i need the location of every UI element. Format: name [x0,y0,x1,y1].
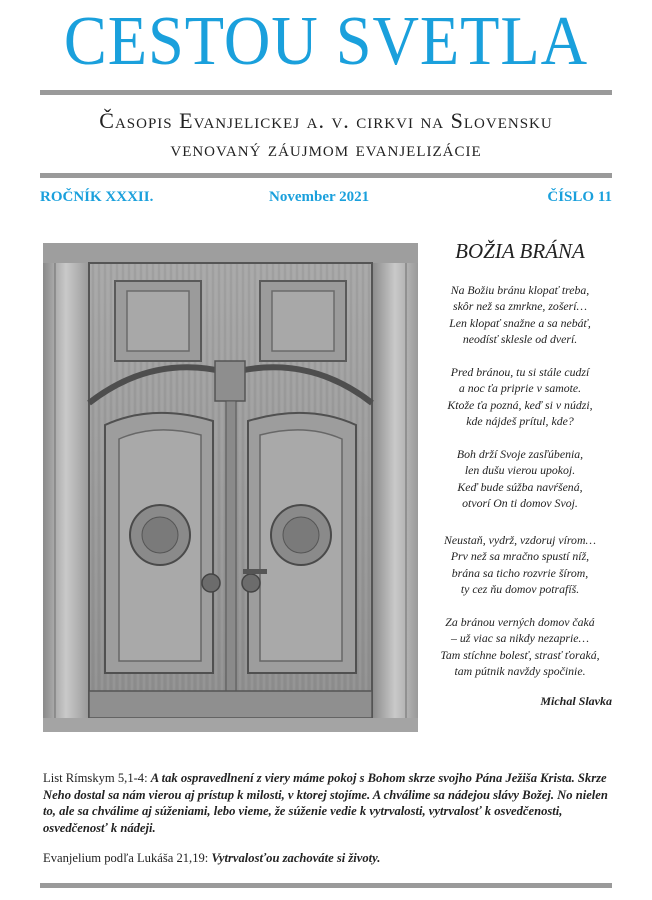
masthead-title: CESTOU SVETLA [63,3,589,80]
poem-line: Neustaň, vydrž, vzdoruj vírom… [444,533,596,547]
gospel-reference: Evanjelium podľa Lukáša 21,19: [43,851,212,865]
poem-line: neodísť sklesle od dverí. [462,332,578,347]
poem-line: Len klopať snažne a sa nebáť, [449,315,591,330]
poem-title: BOŽIA BRÁNA [455,239,585,263]
gospel-text: Vytrvalosťou zachováte si životy. [211,851,381,865]
poem-line: Za bránou verných domov čaká [445,615,595,629]
poem-line: Prv než sa mračno spustí níž, [450,549,590,564]
poem-line: kde nájdeš prítul, kde? [466,414,574,429]
poem-line: – už viac sa nikdy nezaprie… [451,631,589,646]
poem-stanza-1 [424,282,616,348]
poem-line: len dušu vierou upokoj. [464,463,576,478]
issue-date: November 2021 [269,189,370,205]
issue-info-row [40,189,612,211]
poem-line: tam pútnik navždy spočinie. [454,664,586,679]
subtitle-line-2: venovaný záujmom evanjelizácie [170,136,482,161]
poem-line: Tam stíchne bolesť, strasť ťoraká, [440,647,600,662]
poem-line: Boh drží Svoje zasľúbenia, [456,447,584,461]
poem-line: ty cez ňu domov potrafíš. [460,582,580,597]
issue-number: ČÍSLO 11 [547,189,612,205]
poem-line: Keď bude súžba navŕšená, [457,479,583,494]
poem-stanza-2 [424,364,616,430]
cover-photo-doors [43,243,418,732]
poem-line: a noc ťa priprie v samote. [458,381,582,396]
poem-stanza-4 [424,532,616,598]
poem-line: otvorí On ti domov Svoj. [462,496,578,511]
gospel-verse [43,850,615,867]
epistle-text: A tak ospravedlnení z viery máme pokoj s Bohom skrze svojho Pána Ježiša Krista. Skrze Neho dostal sa nám vierou aj prístup k milosti, v ktorej stojíme. A chválime sa nádejou slávy Božej. No nielen to, ale sa chválime aj súženiami, lebo vieme, že súženie vedie k vytrvalosti, vytrvalosť k osvedčenosti, osvedčenosť k nádeji. [43,771,608,835]
epistle-reference: List Rímskym 5,1-4: [43,771,151,785]
poem-line: skôr než sa zmrkne, zošerí… [452,299,588,314]
subtitle-line-1: Časopis Evanjelickej a. v. cirkvi na Slovensku [99,108,553,133]
poem-line: brána sa ticho rozvrie šírom, [451,565,589,580]
poem-author: Michal Slavka [540,694,612,708]
subtitle-rule [40,173,612,178]
poem-line: Pred bránou, tu si stále cudzí [450,365,590,379]
poem-line: Na Božiu bránu klopať treba, [450,283,590,297]
bottom-rule [40,883,612,888]
epistle-verse [43,770,615,836]
top-rule [40,90,612,95]
poem-stanza-5 [424,614,616,680]
poem-line: Ktože ťa pozná, keď si v núdzi, [447,397,593,412]
poem-stanza-3 [424,446,616,512]
issue-volume: ROČNÍK XXXII. [40,189,154,205]
